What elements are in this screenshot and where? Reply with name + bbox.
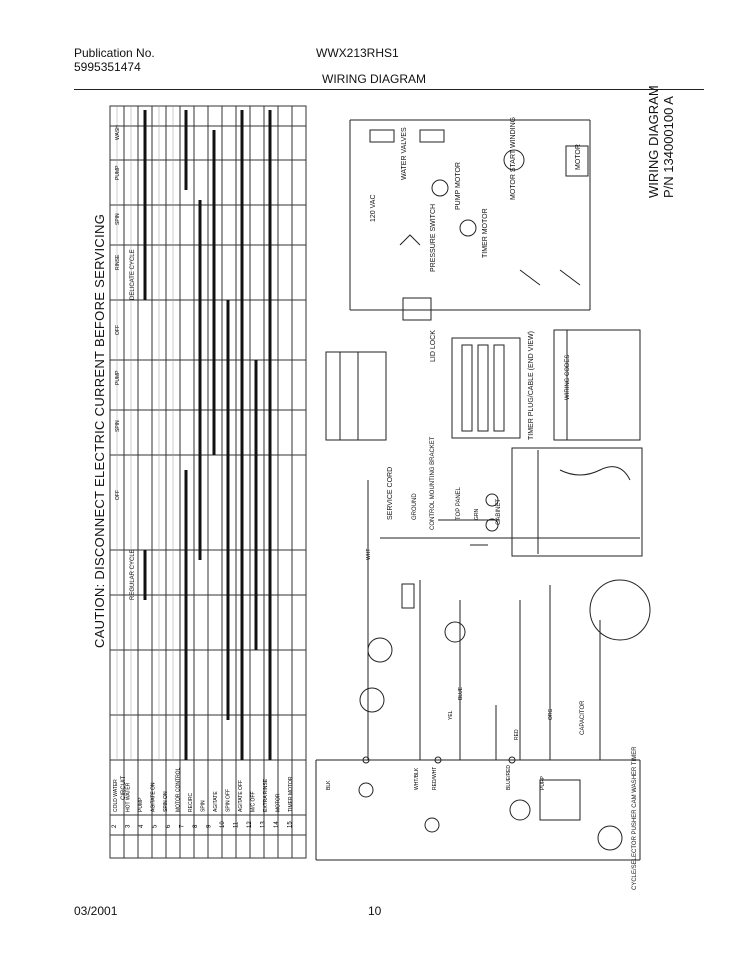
publication-number: 5995351474 [74, 60, 141, 74]
cycle-header-delicate: DELICATE CYCLE [130, 249, 136, 300]
ground-label: GROUND [412, 493, 418, 520]
diagram-part-number: P/N 134000100 A [661, 96, 676, 198]
circuit-label: HOT WATER [125, 782, 132, 812]
wire-color-label: RED/WHT [432, 766, 438, 790]
circuit-label: AGITATE ON [150, 782, 157, 812]
cabinet-label: CABINET [496, 498, 502, 525]
terminal-number: 11 [233, 821, 240, 828]
circuit-label: SPIN [200, 800, 207, 812]
circuit-label: EXTRA RINSE [263, 778, 269, 812]
wire-color-label: PURP [540, 776, 546, 790]
terminal-number: 6 [166, 824, 172, 828]
motor-label: MOTOR [575, 144, 582, 170]
phase-label: OFF [115, 325, 121, 335]
circuit-label: SPIN OFF [225, 788, 232, 812]
ground-connections [438, 494, 500, 545]
timer-chart [110, 106, 306, 858]
timer-plug [452, 338, 520, 438]
terminal-number: 9 [206, 824, 213, 828]
control-bracket-label: CONTROL MOUNTING BRACKET [430, 436, 436, 530]
pressure-switch-label: PRESSURE SWITCH [430, 203, 437, 272]
phase-label: SPIN [115, 213, 121, 225]
terminal-number: 13 [260, 821, 267, 828]
terminal-number: 14 [274, 821, 280, 828]
timer-motor-label: TIMER MOTOR [482, 208, 489, 258]
wire-color-label: RED [514, 729, 520, 740]
cycle-header-regular: REGULAR CYCLE [130, 549, 136, 600]
lid-lock-label: LID LOCK [430, 330, 437, 362]
legend-title: WIRING CODES [565, 354, 571, 400]
wire-color-label: WHT [366, 548, 372, 560]
small-timing-chart [326, 352, 386, 440]
circuit-label: SPIN ON [163, 791, 169, 812]
diagram-title: WIRING DIAGRAM [646, 85, 661, 198]
circuit-label: AGITATE [213, 791, 219, 812]
terminal-number: 12 [247, 821, 253, 828]
terminal-number: 3 [125, 824, 132, 828]
terminal-number: 15 [287, 821, 294, 828]
service-cord [512, 448, 642, 556]
phase-label: WASH [115, 125, 121, 140]
footer-date: 03/2001 [74, 904, 118, 918]
wire-color-label: ORG [548, 708, 554, 720]
voltage-label: 120 VAC [370, 194, 377, 222]
terminal-number: 7 [179, 824, 186, 828]
caution-text: CAUTION: DISCONNECT ELECTRIC CURRENT BEFORE SERVICING [92, 213, 107, 648]
motor-start-winding-label: MOTOR START WINDING [510, 116, 517, 200]
circuit-header: CIRCUIT [121, 775, 127, 800]
phase-label: PUMP [115, 165, 121, 180]
timer-plug-label: TIMER PLUG/CABLE (END VIEW) [528, 331, 535, 440]
terminal-number: 5 [152, 824, 159, 828]
service-cord-label: SERVICE CORD [387, 466, 394, 520]
circuit-label: MOTOR [275, 793, 282, 812]
terminal-number: 10 [220, 821, 226, 828]
publication-label: Publication No. [74, 46, 155, 60]
pump-motor-label: PUMP MOTOR [455, 162, 462, 210]
terminal-number: 2 [112, 824, 118, 828]
circuit-label: M/C OFF [250, 791, 257, 812]
water-valves-label: WATER VALVES [401, 127, 408, 180]
section-title: WIRING DIAGRAM [322, 72, 426, 86]
phase-label: PUMP [115, 370, 121, 385]
washer-timer-label: CYCLE/SELECTOR PUSHER CAM WASHER TIMER [632, 746, 638, 890]
page-number: 10 [368, 904, 382, 918]
wire-color-label: BLK [326, 780, 332, 790]
phase-label: SPIN [115, 420, 121, 432]
phase-label: OFF [115, 490, 121, 500]
wire-color-label: YEL [448, 710, 454, 720]
wire-color-label: BLUE/RED [506, 764, 512, 790]
wire-color-label: WHT/BLK [414, 767, 420, 790]
phase-label: RINSE [115, 254, 121, 270]
circuit-label: AGITATE OFF [238, 779, 244, 812]
model-number: WWX213RHS1 [316, 46, 399, 60]
circuit-label: TIMER MOTOR [288, 776, 294, 812]
capacitor-label: CAPACITOR [580, 700, 586, 735]
circuit-label: RECIRC [188, 792, 194, 812]
terminal-number: 8 [193, 824, 199, 828]
circuit-label: PUMP [138, 797, 144, 812]
wire-color-label: GRN [474, 508, 480, 520]
schematic [350, 120, 590, 320]
circuit-label: MOTOR CONTROL [175, 767, 182, 812]
circuit-label: COLD WATER [113, 779, 119, 812]
top-panel-label: TOP PANEL [456, 486, 462, 520]
terminal-number: 4 [139, 824, 145, 828]
wire-color-label: BLUE [458, 686, 464, 700]
lower-schematic [316, 480, 650, 860]
